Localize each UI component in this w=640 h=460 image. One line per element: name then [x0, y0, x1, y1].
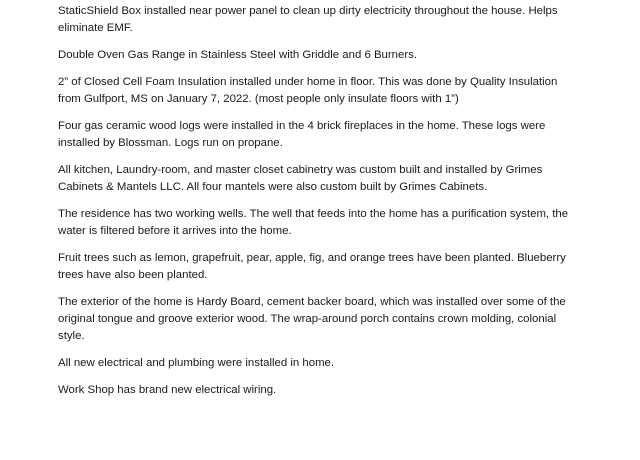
- paragraph-cabinetry: [58, 162, 578, 196]
- document-body: [58, 3, 578, 409]
- paragraph-line: All new electrical and plumbing were installed in home.: [58, 357, 335, 369]
- paragraph-line: eliminate EMF.: [58, 22, 133, 34]
- paragraph-line: trees have also been planted.: [58, 269, 208, 281]
- paragraph-fruit-trees: [58, 250, 578, 284]
- paragraph-line: The exterior of the home is Hardy Board, cement backer board, which was installed over some of the: [58, 296, 566, 308]
- paragraph-line: original tongue and groove exterior wood. The wrap-around porch contains crown molding, colonial: [58, 313, 557, 325]
- paragraph-line: water is filtered before it arrives into the home.: [58, 225, 292, 237]
- paragraph-oven-range: [58, 47, 578, 64]
- paragraph-line: installed by Blossman. Logs run on propane.: [58, 137, 283, 149]
- paragraph-gas-logs: [58, 118, 578, 152]
- paragraph-exterior: [58, 294, 578, 345]
- paragraph-line: StaticShield Box installed near power panel to clean up dirty electricity throughout the house. Helps: [58, 5, 558, 17]
- paragraph-line: Fruit trees such as lemon, grapefruit, pear, apple, fig, and orange trees have been planted. Blueberry: [58, 252, 566, 264]
- paragraph-line: Four gas ceramic wood logs were installed in the 4 brick fireplaces in the home. These logs were: [58, 120, 546, 132]
- paragraph-line: Cabinets & Mantels LLC. All four mantels were also custom built by Grimes Cabinets.: [58, 181, 488, 193]
- paragraph-work-shop: [58, 382, 578, 399]
- paragraph-insulation: [58, 74, 578, 108]
- paragraph-line: 2” of Closed Cell Foam Insulation installed under home in floor. This was done by Quality Insulation: [58, 76, 558, 88]
- paragraph-line: Work Shop has brand new electrical wiring.: [58, 384, 277, 396]
- paragraph-staticshield: [58, 3, 578, 37]
- paragraph-line: from Gulfport, MS on January 7, 2022. (most people only insulate floors with 1”): [58, 93, 459, 105]
- paragraph-line: style.: [58, 330, 85, 342]
- paragraph-wells: [58, 206, 578, 240]
- paragraph-line: All kitchen, Laundry-room, and master closet cabinetry was custom built and installed by Grimes: [58, 164, 543, 176]
- paragraph-line: Double Oven Gas Range in Stainless Steel with Griddle and 6 Burners.: [58, 49, 417, 61]
- paragraph-electrical-plumbing: [58, 355, 578, 372]
- paragraph-line: The residence has two working wells. The well that feeds into the home has a purification system, the: [58, 208, 569, 220]
